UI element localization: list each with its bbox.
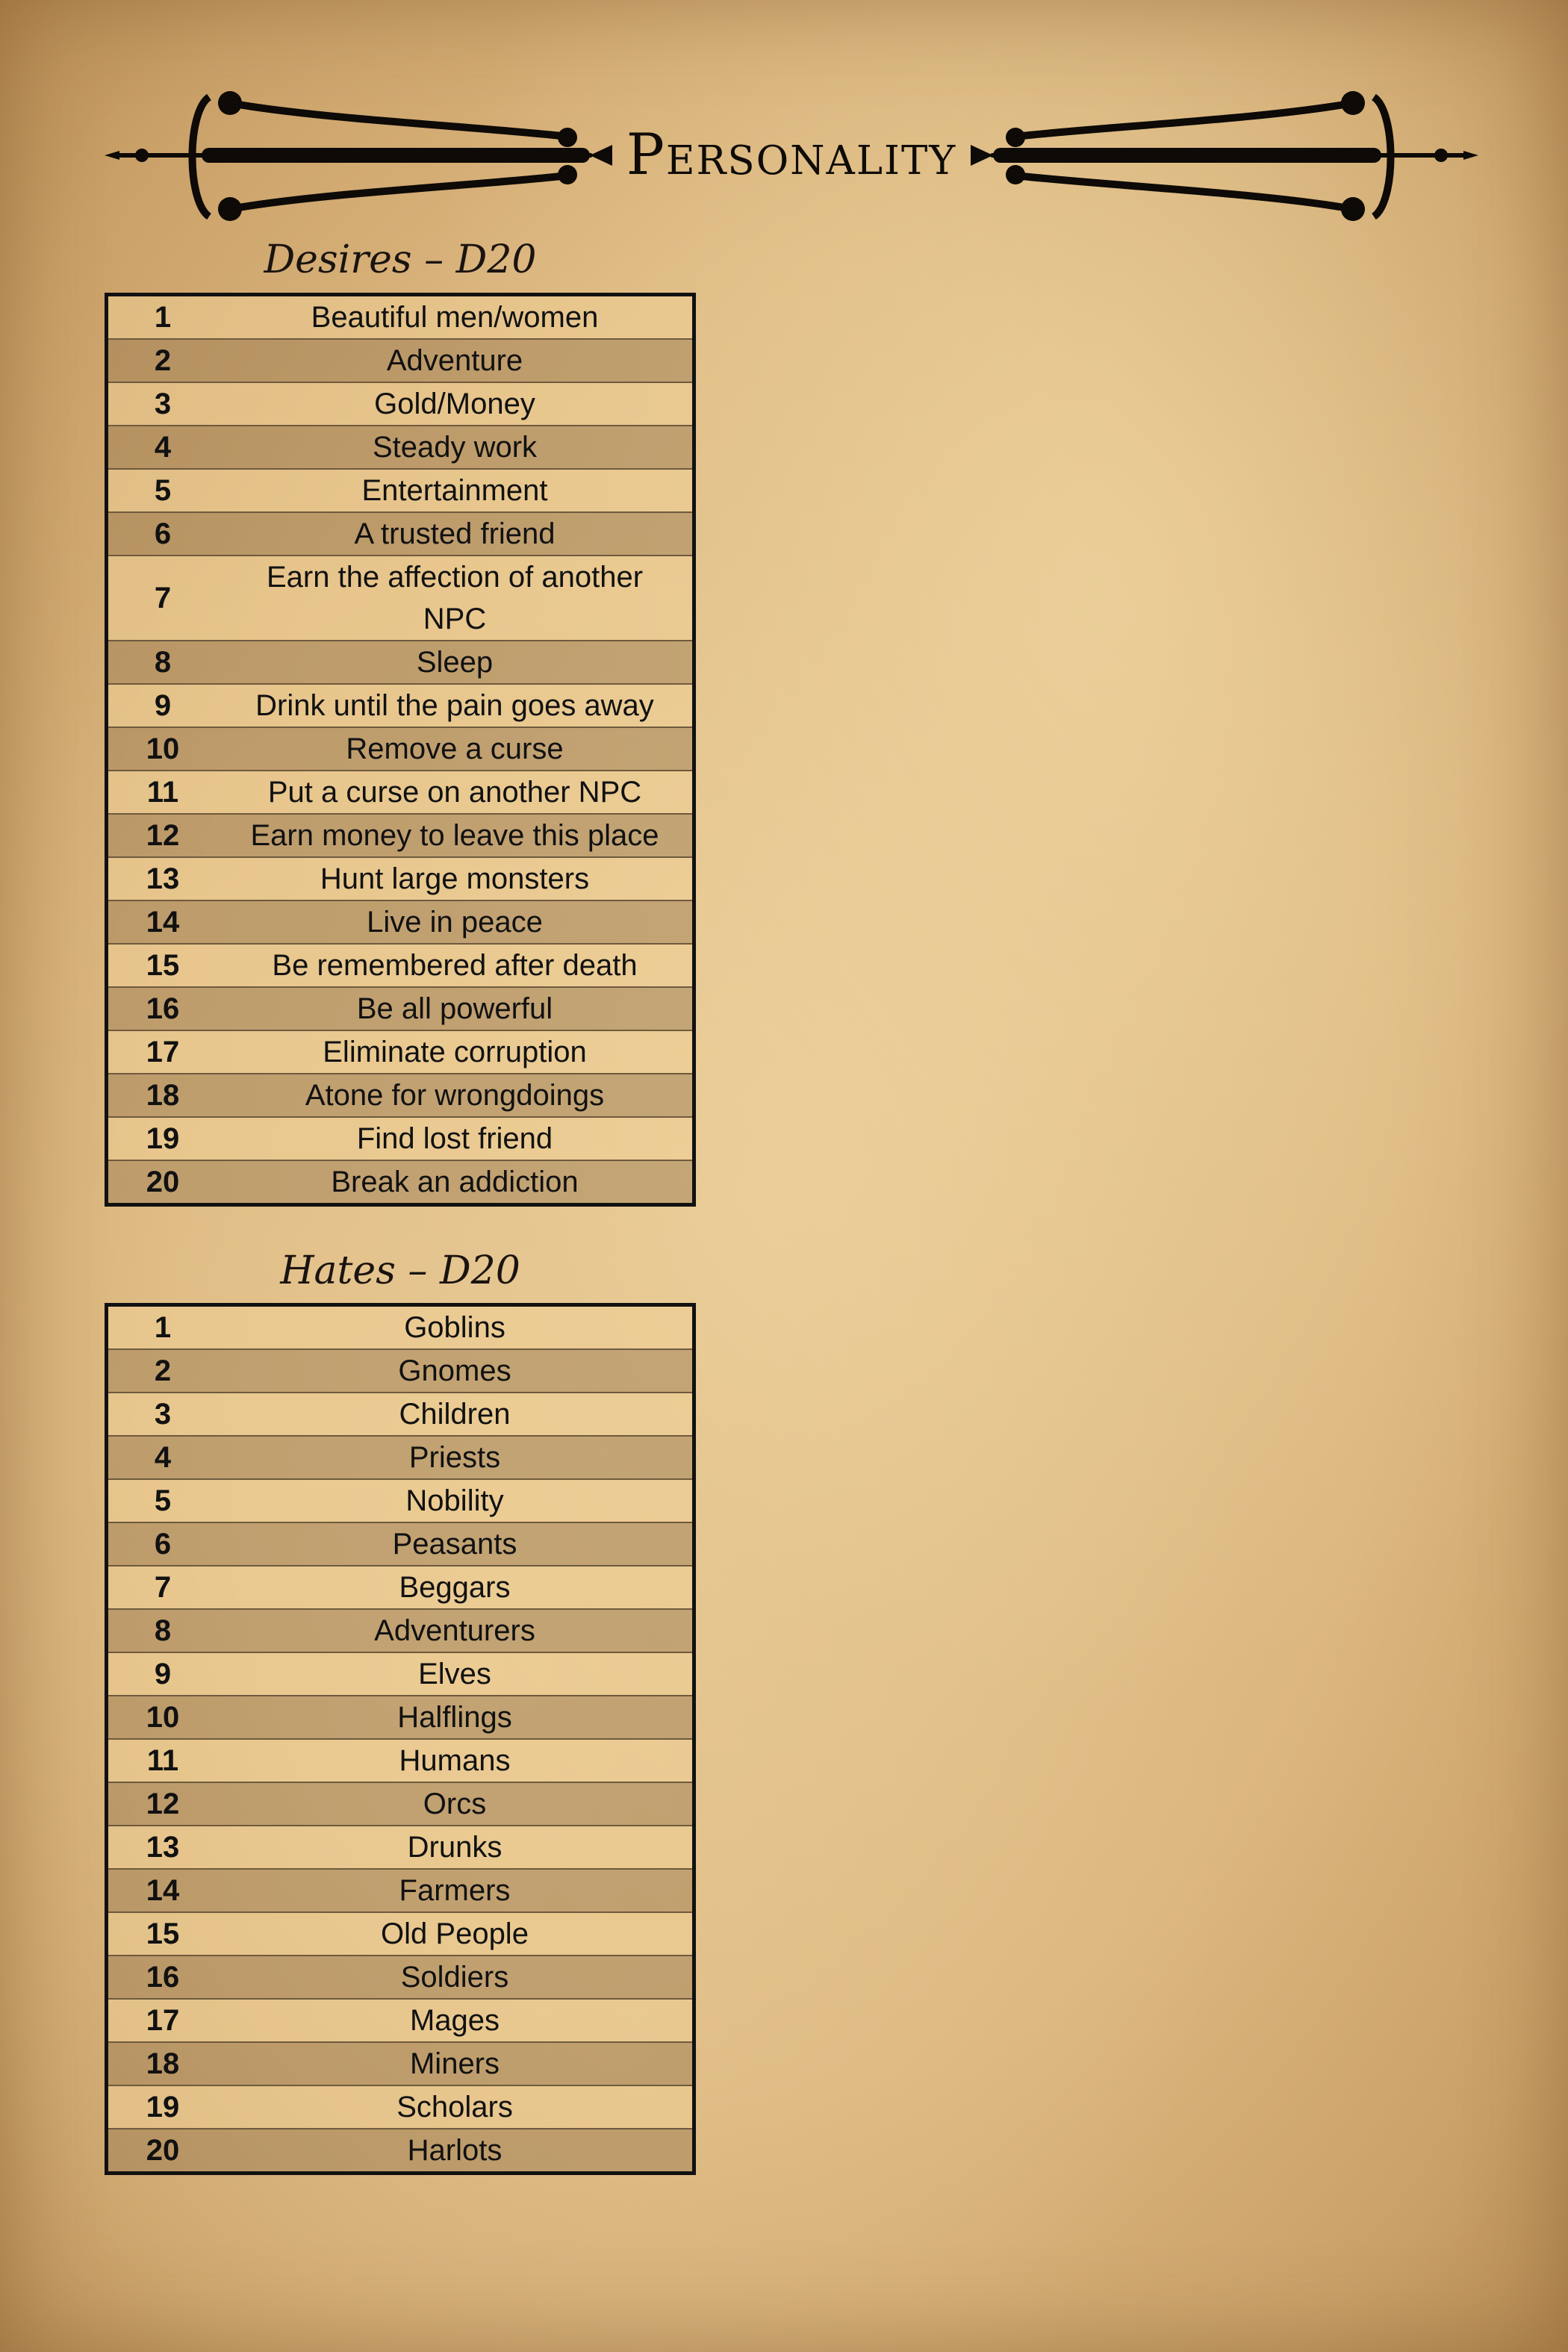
page-title: Personality bbox=[626, 121, 957, 187]
roll-result: Peasants bbox=[217, 1522, 694, 1566]
table-row bbox=[107, 2085, 694, 2129]
roll-number: 10 bbox=[107, 1696, 218, 1739]
table-row bbox=[107, 1436, 694, 1479]
roll-number: 14 bbox=[107, 900, 218, 944]
roll-result: Steady work bbox=[217, 426, 694, 469]
roll-result: Drunks bbox=[217, 1826, 694, 1869]
table-row bbox=[107, 1305, 694, 1350]
table-row bbox=[107, 684, 694, 727]
roll-result: Drink until the pain goes away bbox=[217, 684, 694, 727]
table-row bbox=[107, 1479, 694, 1522]
roll-number: 17 bbox=[107, 1999, 218, 2042]
table-row bbox=[107, 469, 694, 512]
table-row bbox=[107, 382, 694, 426]
table-row bbox=[107, 1393, 694, 1436]
table-row bbox=[107, 1117, 694, 1160]
roll-number: 20 bbox=[107, 1160, 218, 1205]
table-row bbox=[107, 1160, 694, 1205]
table-row bbox=[107, 1030, 694, 1074]
roll-number: 8 bbox=[107, 641, 218, 684]
table-row bbox=[107, 727, 694, 771]
roll-result: Humans bbox=[217, 1739, 694, 1782]
roll-number: 10 bbox=[107, 727, 218, 771]
roll-result: Priests bbox=[217, 1436, 694, 1479]
roll-number: 6 bbox=[107, 512, 218, 556]
table-row bbox=[107, 426, 694, 469]
roll-number: 2 bbox=[107, 1349, 218, 1393]
table-row bbox=[107, 900, 694, 944]
table-row bbox=[107, 1566, 694, 1609]
table-row bbox=[107, 1739, 694, 1782]
table-row bbox=[107, 1349, 694, 1393]
roll-number: 5 bbox=[107, 469, 218, 512]
roll-result: Scholars bbox=[217, 2085, 694, 2129]
table-row bbox=[107, 1912, 694, 1956]
roll-result: Old People bbox=[217, 1912, 694, 1956]
roll-result: A trusted friend bbox=[217, 512, 694, 556]
roll-result: Be remembered after death bbox=[217, 944, 694, 987]
roll-result: Hunt large monsters bbox=[217, 857, 694, 900]
roll-number: 19 bbox=[107, 2085, 218, 2129]
table-row bbox=[107, 2042, 694, 2085]
page-header bbox=[97, 82, 1486, 231]
roll-result: Nobility bbox=[217, 1479, 694, 1522]
roll-number: 7 bbox=[107, 1566, 218, 1609]
table-row bbox=[107, 1522, 694, 1566]
roll-number: 5 bbox=[107, 1479, 218, 1522]
roll-result: Find lost friend bbox=[217, 1117, 694, 1160]
roll-number: 18 bbox=[107, 2042, 218, 2085]
table-row bbox=[107, 1869, 694, 1912]
hates-table bbox=[105, 1303, 696, 2175]
roll-number: 3 bbox=[107, 382, 218, 426]
roll-result: Remove a curse bbox=[217, 727, 694, 771]
roll-number: 4 bbox=[107, 1436, 218, 1479]
roll-number: 16 bbox=[107, 1956, 218, 1999]
roll-number: 15 bbox=[107, 944, 218, 987]
table-row bbox=[107, 641, 694, 684]
roll-result: Mages bbox=[217, 1999, 694, 2042]
roll-result: Halflings bbox=[217, 1696, 694, 1739]
roll-number: 13 bbox=[107, 1826, 218, 1869]
table-row bbox=[107, 1826, 694, 1869]
roll-result: Atone for wrongdoings bbox=[217, 1074, 694, 1117]
roll-result: Gnomes bbox=[217, 1349, 694, 1393]
table-row bbox=[107, 987, 694, 1030]
roll-number: 11 bbox=[107, 1739, 218, 1782]
roll-result: Soldiers bbox=[217, 1956, 694, 1999]
table-row bbox=[107, 1652, 694, 1696]
roll-result: Elves bbox=[217, 1652, 694, 1696]
roll-number: 8 bbox=[107, 1609, 218, 1652]
roll-result: Live in peace bbox=[217, 900, 694, 944]
roll-number: 6 bbox=[107, 1522, 218, 1566]
roll-result: Earn the affection of another NPC bbox=[217, 556, 694, 641]
roll-result: Children bbox=[217, 1393, 694, 1436]
hates-heading: Hates – D20 bbox=[280, 1248, 520, 1293]
roll-result: Entertainment bbox=[217, 469, 694, 512]
roll-result: Beggars bbox=[217, 1566, 694, 1609]
table-row bbox=[107, 512, 694, 556]
table-row bbox=[107, 857, 694, 900]
roll-number: 12 bbox=[107, 814, 218, 857]
roll-result: Adventure bbox=[217, 339, 694, 382]
roll-number: 20 bbox=[107, 2129, 218, 2174]
roll-number: 14 bbox=[107, 1869, 218, 1912]
roll-result: Sleep bbox=[217, 641, 694, 684]
roll-number: 19 bbox=[107, 1117, 218, 1160]
table-row bbox=[107, 1074, 694, 1117]
roll-number: 2 bbox=[107, 339, 218, 382]
roll-result: Adventurers bbox=[217, 1609, 694, 1652]
roll-result: Farmers bbox=[217, 1869, 694, 1912]
desires-table bbox=[105, 293, 696, 1207]
roll-result: Beautiful men/women bbox=[217, 295, 694, 340]
roll-result: Earn money to leave this place bbox=[217, 814, 694, 857]
desires-heading: Desires – D20 bbox=[264, 237, 537, 282]
roll-result: Put a curse on another NPC bbox=[217, 771, 694, 814]
table-row bbox=[107, 556, 694, 641]
roll-number: 12 bbox=[107, 1782, 218, 1826]
roll-result: Be all powerful bbox=[217, 987, 694, 1030]
roll-number: 13 bbox=[107, 857, 218, 900]
table-row bbox=[107, 1696, 694, 1739]
roll-number: 11 bbox=[107, 771, 218, 814]
table-row bbox=[107, 1782, 694, 1826]
roll-number: 16 bbox=[107, 987, 218, 1030]
roll-result: Orcs bbox=[217, 1782, 694, 1826]
table-row bbox=[107, 814, 694, 857]
roll-number: 15 bbox=[107, 1912, 218, 1956]
table-row bbox=[107, 1609, 694, 1652]
roll-number: 17 bbox=[107, 1030, 218, 1074]
table-row bbox=[107, 339, 694, 382]
roll-number: 7 bbox=[107, 556, 218, 641]
table-row bbox=[107, 295, 694, 340]
table-row bbox=[107, 2129, 694, 2174]
roll-number: 1 bbox=[107, 1305, 218, 1350]
roll-number: 18 bbox=[107, 1074, 218, 1117]
roll-result: Goblins bbox=[217, 1305, 694, 1350]
roll-result: Miners bbox=[217, 2042, 694, 2085]
table-row bbox=[107, 1956, 694, 1999]
roll-result: Break an addiction bbox=[217, 1160, 694, 1205]
roll-result: Gold/Money bbox=[217, 382, 694, 426]
roll-number: 9 bbox=[107, 684, 218, 727]
roll-result: Harlots bbox=[217, 2129, 694, 2174]
table-row bbox=[107, 944, 694, 987]
roll-result: Eliminate corruption bbox=[217, 1030, 694, 1074]
roll-number: 4 bbox=[107, 426, 218, 469]
roll-number: 3 bbox=[107, 1393, 218, 1436]
table-row bbox=[107, 1999, 694, 2042]
table-row bbox=[107, 771, 694, 814]
roll-number: 1 bbox=[107, 295, 218, 340]
roll-number: 9 bbox=[107, 1652, 218, 1696]
